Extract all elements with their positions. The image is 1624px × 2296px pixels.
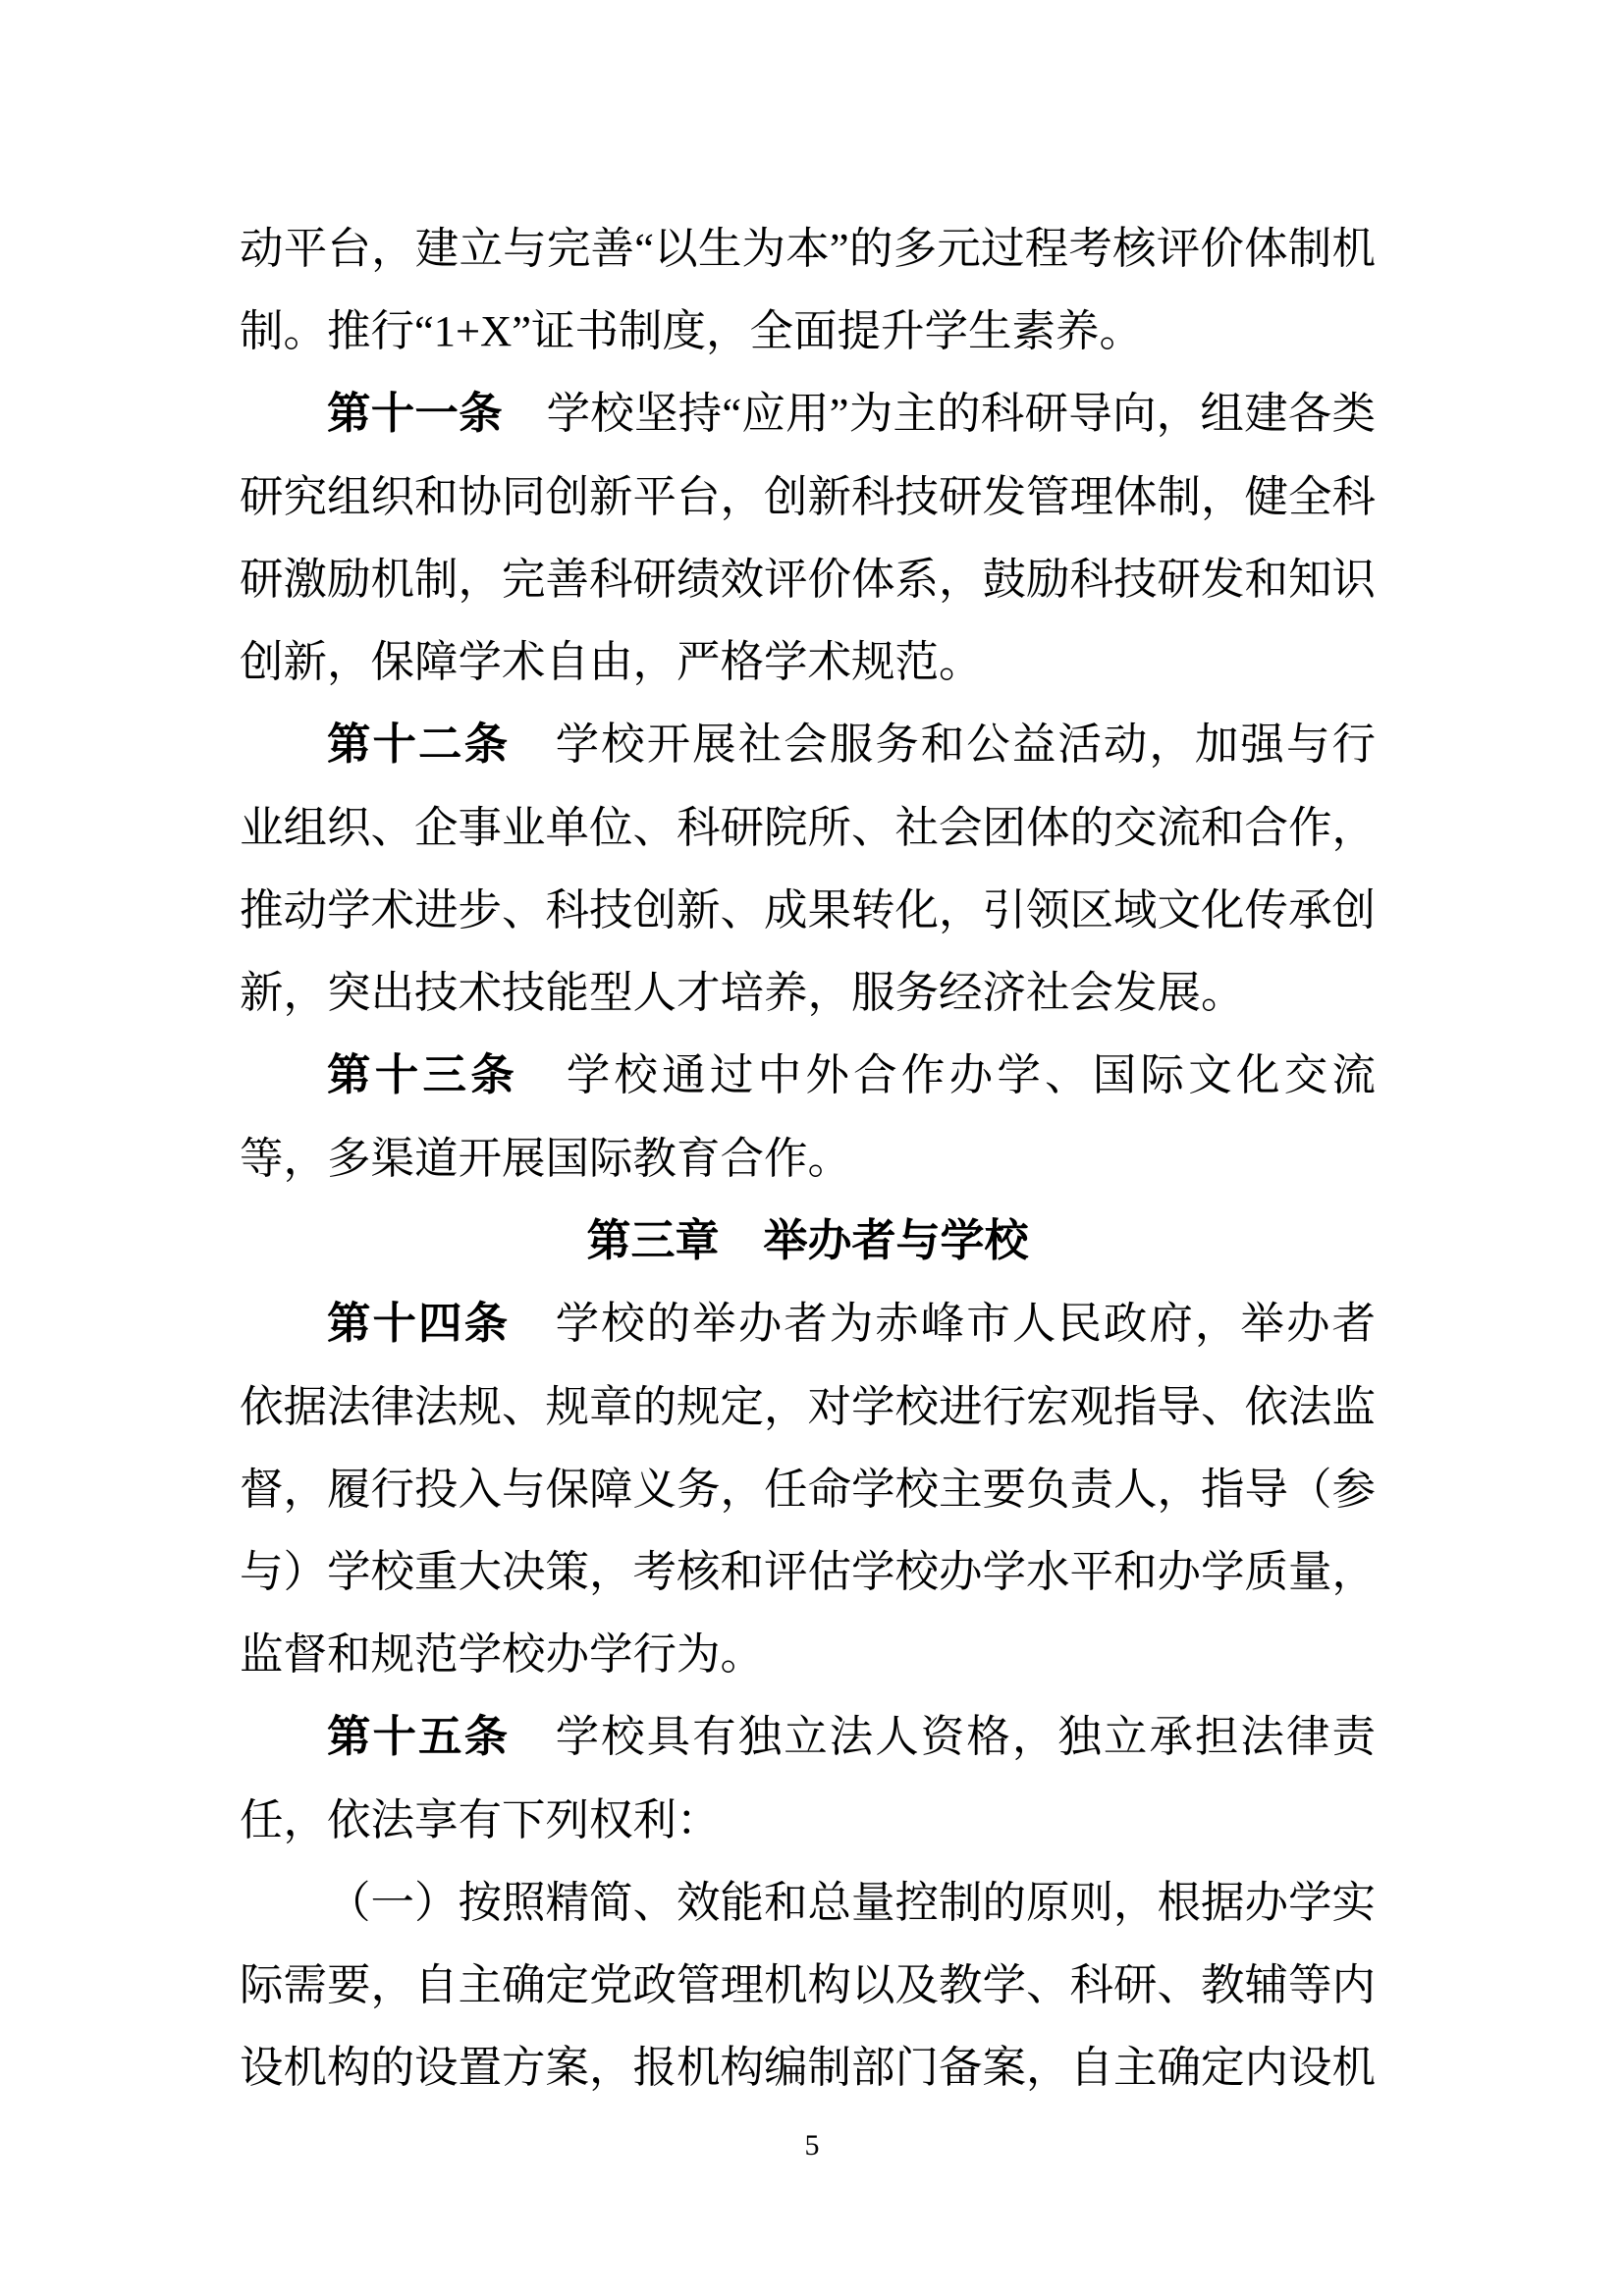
- paragraph-text: 学校的举办者为赤峰市人民政府，举办者依据法律法规、规章的规定，对学校进行宏观指导、依法监督，履行投入与保障义务，任命学校主要负责人，指导（参与）学校重大决策，考核和评估学校办学水平和办学质量，监督和规范学校办学行为。: [240, 1299, 1377, 1679]
- paragraph-continuation: [240, 207, 1376, 372]
- page-number: 5: [804, 2129, 820, 2162]
- paragraph-list-item-1: [240, 1861, 1376, 2109]
- paragraph-article-15: [240, 1695, 1376, 1861]
- paragraph-text: 动平台，建立与完善“以生为本”的多元过程考核评价体制机制。推行“1+X”证书制度，全面提升学生素养。: [240, 224, 1376, 355]
- paragraph-text: （一）按照精简、效能和总量控制的原则，根据办学实际需要，自主确定党政管理机构以及教学、科研、教辅等内设机构的设置方案，报机构编制部门备案，自主确定内设机: [240, 1878, 1377, 2092]
- chapter-heading: 第三章 举办者与学校: [586, 1215, 1029, 1265]
- article-number: 第十二条: [327, 721, 511, 769]
- paragraph-article-12: [240, 703, 1376, 1034]
- article-number: 第十一条: [327, 390, 503, 438]
- paragraph-text: 学校具有独立法人资格，独立承担法律责任，依法享有下列权利：: [240, 1712, 1376, 1844]
- paragraph-text: 学校坚持“应用”为主的科研导向，组建各类研究组织和协同创新平台，创新科技研发管理体制，健全科研激励机制，完善科研绩效评价体系，鼓励科技研发和知识创新，保障学术自由，严格学术规范。: [240, 389, 1377, 686]
- document-body: [240, 207, 1376, 2109]
- paragraph-article-13: [240, 1034, 1376, 1200]
- paragraph-article-14: [240, 1282, 1376, 1695]
- paragraph-text: 学校开展社会服务和公益活动，加强与行业组织、企事业单位、科研院所、社会团体的交流和合作，推动学术进步、科技创新、成果转化，引领区域文化传承创新，突出技术技能型人才培养，服务经济社会发展。: [240, 720, 1377, 1017]
- article-number: 第十三条: [327, 1051, 518, 1099]
- article-number: 第十四条: [327, 1300, 511, 1348]
- paragraph-article-11: [240, 372, 1376, 703]
- article-number: 第十五条: [327, 1713, 511, 1761]
- paragraph-text: 学校通过中外合作办学、国际文化交流等，多渠道开展国际教育合作。: [240, 1050, 1376, 1183]
